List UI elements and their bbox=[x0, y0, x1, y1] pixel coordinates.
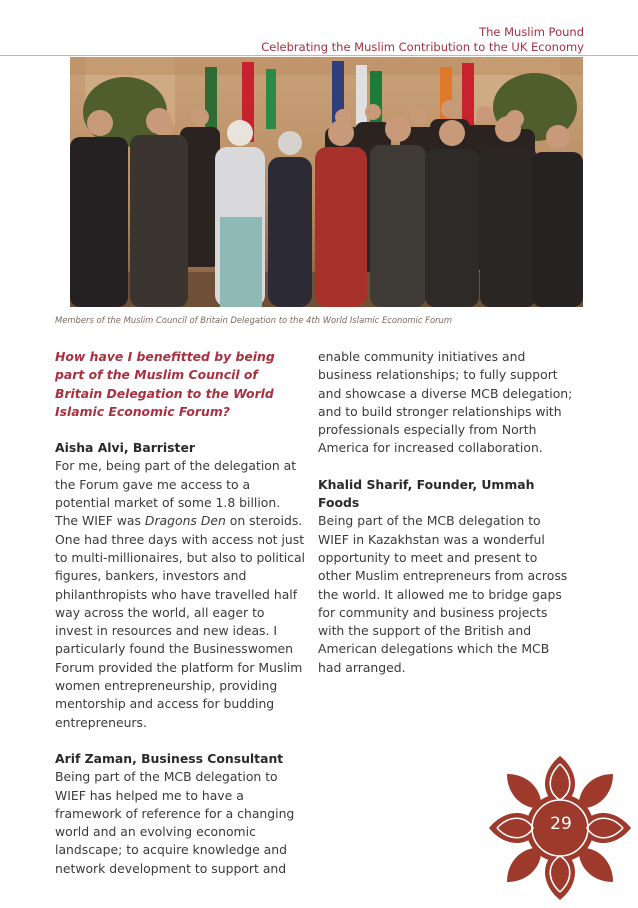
article-question: How have I benefitted by being part of the Muslim Council of Britain Delegation to the World Islamic Economic Forum? bbox=[55, 349, 275, 419]
aisha-text-part1: For me, being part of the delegation at the Forum gave me access to a potential market of some 1.8 billion. The WIEF was bbox=[55, 458, 297, 529]
aisha-text-part2: on steroids. One had three days with access not just to multi-millionaires, but also to political figures, bankers, investors and philanthropists who have travelled half way across the world, all eager to invest in resources and new ideas. I particularly found the Businesswomen Forum provided the platform for Muslim women entrepreneurship, providing mentorship and access for budding entrepreneurs. bbox=[55, 513, 305, 730]
column-left bbox=[55, 348, 305, 878]
aisha-text-italic: Dragons Den bbox=[144, 513, 226, 529]
page-number: 29 bbox=[550, 814, 572, 834]
column-right bbox=[318, 348, 573, 677]
khalid-name: Khalid Sharif, Founder, Ummah Foods bbox=[318, 476, 535, 511]
arif-text: Being part of the MCB delegation to WIEF has helped me to have a framework of reference for a changing world and an evolving economic landscape; to acquire knowledge and network development to support and bbox=[55, 769, 295, 876]
aisha-name: Aisha Alvi, Barrister bbox=[55, 440, 195, 456]
header-rule bbox=[0, 55, 638, 56]
header-subtitle: Celebrating the Muslim Contribution to the UK Economy bbox=[261, 40, 584, 54]
delegation-photo bbox=[70, 57, 583, 307]
arif-name: Arif Zaman, Business Consultant bbox=[55, 750, 284, 766]
arif-text-continued: enable community initiatives and business relationships; to fully support and showcase a diverse MCB delegation; and to build stronger relationships with professionals especially from North America for increased collaboration. bbox=[318, 349, 573, 456]
header-title: The Muslim Pound bbox=[479, 25, 584, 39]
photo-caption: Members of the Muslim Council of Britain Delegation to the 4th World Islamic Economic Forum bbox=[55, 315, 453, 325]
aisha-text bbox=[55, 457, 305, 731]
khalid-text: Being part of the MCB delegation to WIEF in Kazakhstan was a wonderful opportunity to meet and present to other Muslim entrepreneurs from across the world. It allowed me to bridge gaps for community and business projects with the support of the British and American delegations which the MCB had arranged. bbox=[318, 513, 568, 675]
